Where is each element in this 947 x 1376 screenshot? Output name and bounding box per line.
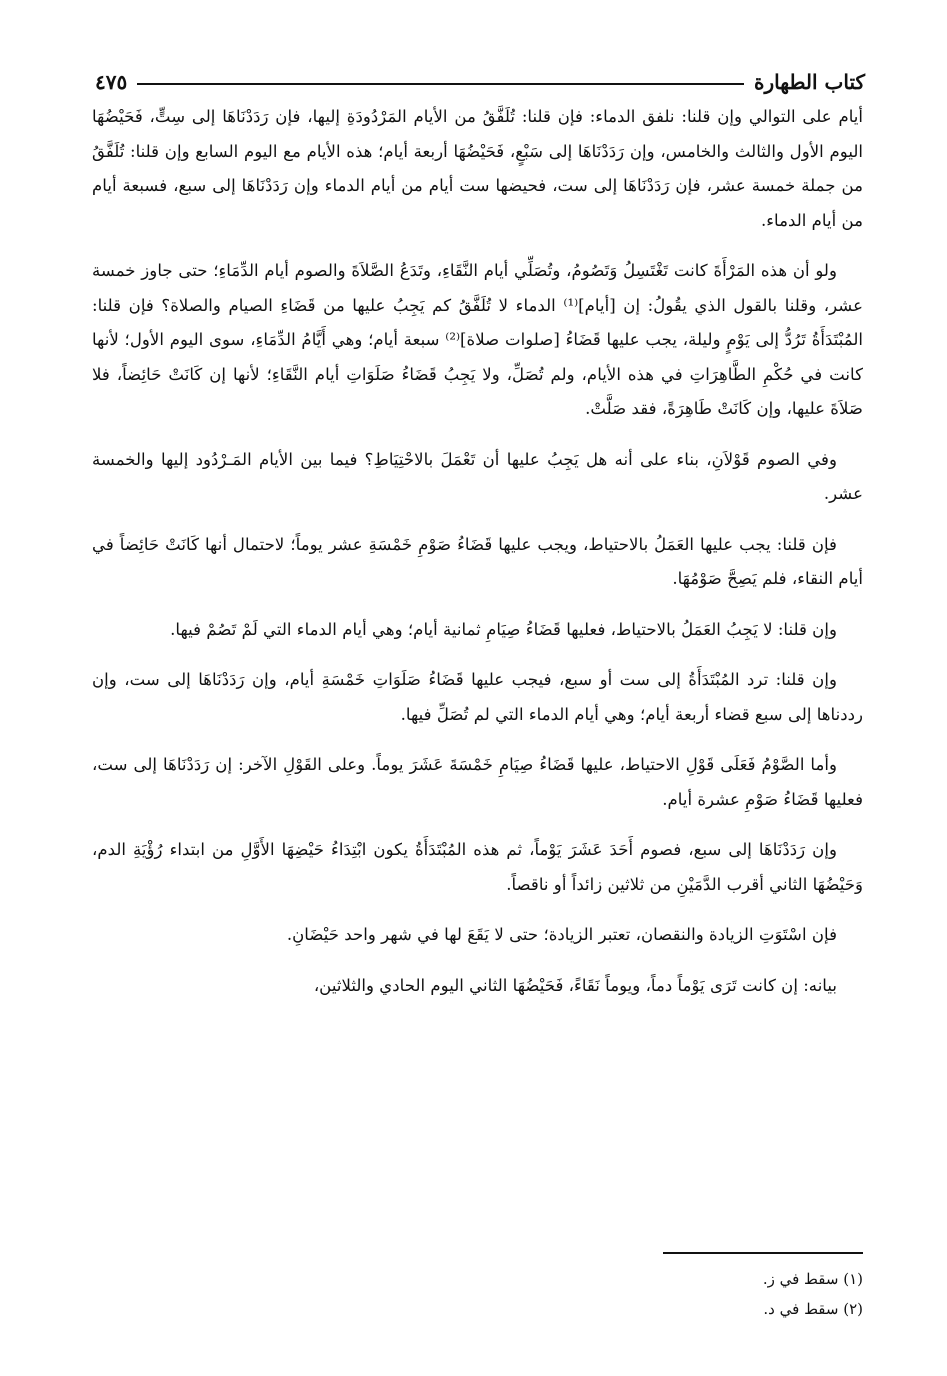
paragraph: وإن رَدَدْنَاهَا إلى سبع، فصوم أَحَدَ عَشَرَ يَوْماً، ثم هذه المُبْتَدَأَةُ يكون ابْتِدَاءُ حَيْضِهَا الأَوَّلِ من ابتداء رُؤْيَةِ الدم، وَحَيْضُهَا الثاني أقرب الدَّمَيْنِ من ثلاثين زائداً أو ناقصاً. <box>92 840 863 894</box>
book-title: كتاب الطهارة <box>754 70 865 94</box>
paragraph: فإن اسْتَوَتِ الزيادة والنقصان، تعتبر الزيادة؛ حتى لا يَقَعَ لها في شهر واحد حَيْضَانِ. <box>286 925 837 944</box>
paragraph: وفي الصوم قَوْلاَنِ، بناء على أنه هل يَجِبُ عليها أن تَعْمَلَ بالاحْتِيَاطِ؟ فيما بين الأيام المَـرْدُود إليها والخمسة عشر. <box>92 449 863 503</box>
paragraph: ولو أن هذه المَرْأَةَ كانت تَغْتَسِلُ وَتَصُومُ، وتُصَلِّي أيام النَّقَاءِ، وتَدَعُ الصَّلاَةَ والصوم أيام الدِّمَاءِ؛ حتى جاوز خمسة عشر، وقلنا بالقول الذي يقُولُ: إن [أيام]⁽¹⁾ الدماء لا تُلَفَّقُ كم يَجِبُ عليها من قَضَاءِ الصيام والصلاة؟ فإن قلنا: المُبْتَدَأَةُ تَرُدُّ إلى يَوْمٍ وليلة، يجب عليها قَضَاءُ [صلوات صلاة]⁽²⁾ سبعة أيام؛ وهي أَيَّامُ الدِّمَاءِ، سوى اليوم الأول؛ لأنها كانت في حُكْمِ الطَّاهِرَاتِ في هذه الأيام، ولم تُصَلِّ، ولا يَجِبُ قَضَاءُ صَلَوَاتِ أيام النَّقَاءِ؛ لأنها إن كَانَتْ حَائِضاً، فلا صَلاَةَ عليها، وإن كَانَتْ طَاهِرَةً، فقد صَلَّتْ. <box>92 261 864 418</box>
footnote: (٢) سقط في د. <box>763 1300 863 1318</box>
paragraph: وإن قلنا: ترد المُبْتَدَأَةُ إلى ست أو سبع، فيجب عليها قَضَاءُ صَلَوَاتِ خَمْسَةِ أيام، وإن رَدَدْنَاهَا إلى ست، وإن رددناها إلى سبع قضاء أربعة أيام؛ وهي أيام الدماء التي لم تُصَلِّ فيها. <box>92 670 863 724</box>
paragraph: أيام على التوالي وإن قلنا: نلفق الدماء: فإن قلنا: تُلَفَّقُ من الأيام المَرْدُودَةِ إليها، فإن رَدَدْنَاهَا إلى سِتٍّ، فَحَيْضُهَا اليوم الأول والثالث والخامس، وإن رَدَدْنَاهَا إلى سَبْعٍ، فَحَيْضُهَا أربعة أيام؛ هذه الأيام مع اليوم السابع وإن قلنا: تُلَفَّقُ من جملة خمسة عشر، فإن رَدَدْنَاهَا إلى ست، فحيضها ست أيام من أيام الدماء وإن رَدَدْنَاهَا إلى سبع، فسبعة أيام من أيام الدماء. <box>92 107 863 230</box>
page-number: ٤٧٥ <box>95 70 128 94</box>
paragraph: وأما الصَّوْمُ فَعَلَى قَوْلِ الاحتياط، عليها قَضَاءُ صِيَامِ خَمْسَةَ عَشَرَ يوماً. وعلى القَوْلِ الآخر: إن رَدَدْنَاهَا إلى ست، فعليها قَضَاءُ صَوْمِ عشرة أيام. <box>92 755 863 809</box>
paragraph: وإن قلنا: لا يَجِبُ العَمَلُ بالاحتياط، فعليها قَضَاءُ صِيَامِ ثمانية أيام؛ وهي أيام الدماء التي لَمْ تَصُمْ فيها. <box>170 619 837 639</box>
footnote-rule <box>663 1252 863 1254</box>
footnote: (١) سقط في ز. <box>762 1270 863 1288</box>
header-rule <box>137 83 744 85</box>
main-text <box>92 100 863 1019</box>
footnotes <box>92 1264 863 1324</box>
running-header <box>95 58 865 92</box>
paragraph: فإن قلنا: يجب عليها العَمَلُ بالاحتياط، ويجب عليها قَضَاءُ صَوْمِ خَمْسَةِ عشر يوماً؛ لاحتمال أنها كَانَتْ حَائِضاً في أيام النقاء، فلم يَصِحَّ صَوْمُهَا. <box>92 534 863 588</box>
paragraph: بيانه: إن كانت تَرَى يَوْماً دماً، ويوماً نَقَاءً، فَحَيْضُهَا الثاني اليوم الحادي والثلاثين، <box>313 975 837 995</box>
